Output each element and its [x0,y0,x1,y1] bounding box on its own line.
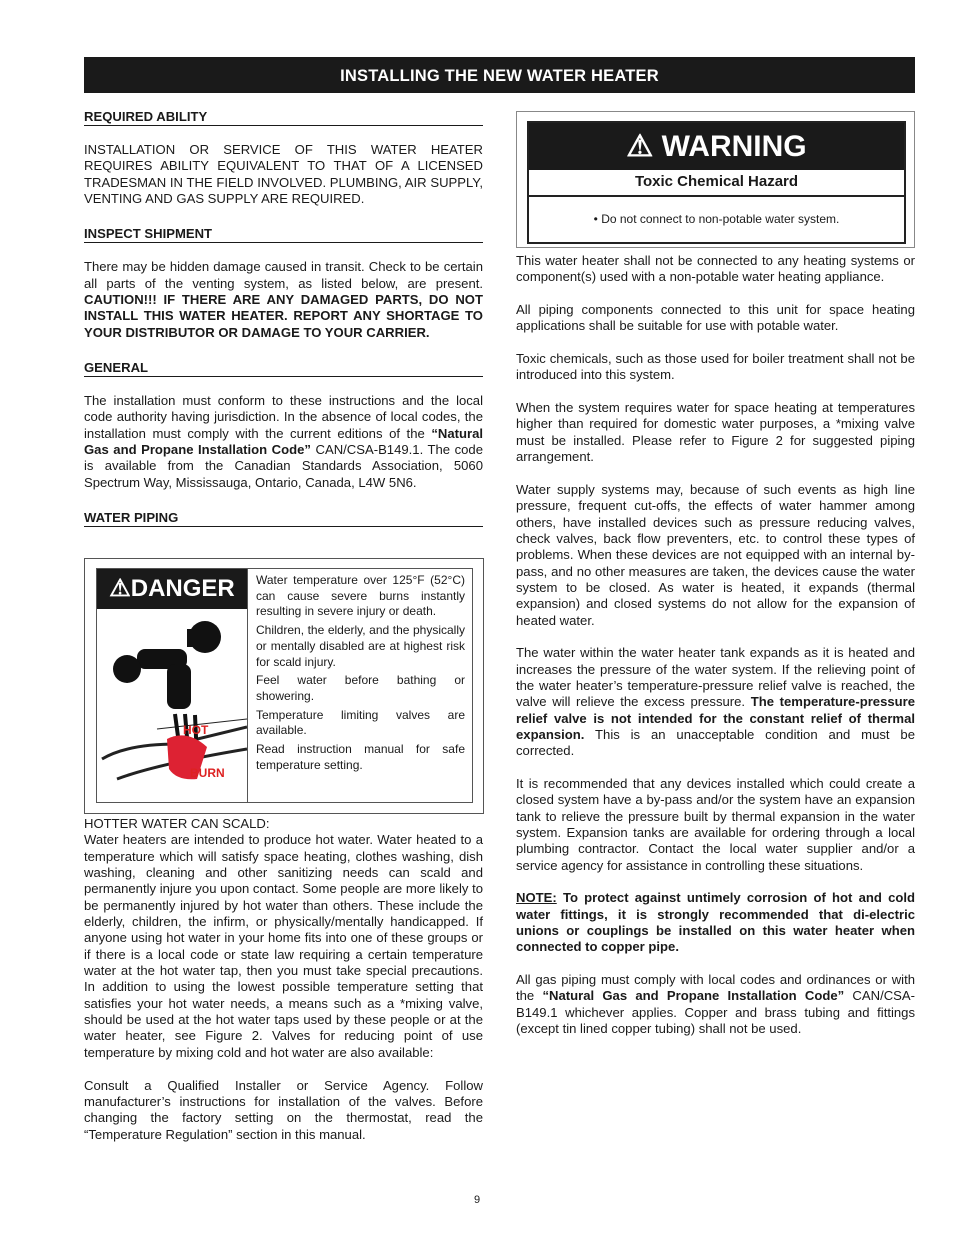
inspect-shipment-caution: CAUTION!!! IF THERE ARE ANY DAMAGED PARTS, DO NOT INSTALL THIS WATER HEATER. REPORT ANY SHORTAGE TO YOUR DISTRIBUTOR OR DAMAGE TO YOUR CARRIER. [84,292,483,340]
right-paragraph [516,645,915,759]
heading-required-ability: REQUIRED ABILITY [84,108,483,126]
heading-inspect-shipment: INSPECT SHIPMENT [84,225,483,243]
danger-item: Temperature limiting valves are available. [256,707,465,738]
danger-text-panel [247,569,473,802]
general-body-1: The installation must conform to these instructions and the local code authority having jurisdiction. In the absence of local codes, the installation must comply with the current editions of the [84,393,483,441]
relief-valve-warning: The temperature-pressure relief valve is not intended for the constant relief of thermal expansion. [516,694,916,742]
danger-item: Children, the elderly, and the physically or mentally disabled are at highest risk for scald injury. [256,623,465,669]
gas-text-1: All gas piping must comply with local codes and ordinances or with the [516,972,915,1004]
right-paragraph: Water supply systems may, because of such events as high line pressure, frequent cut-offs, the effects of water hammer among others, have installed devices such as pressure reducing valves, check valves, back flow preventers, etc. to control these types of problems. When these devices are not equipped with an internal by-pass, and no other measures are taken, the devices cause the water system to be closed. As water is heated, it expands (thermal expansion) and closed systems do not allow for the expansion of heated water. [516,481,915,628]
inspect-shipment-text [84,259,483,341]
required-ability-text: INSTALLATION OR SERVICE OF THIS WATER HEATER REQUIRES ABILITY EQUIVALENT TO THAT OF A LICENSED TRADESMAN IN THE FIELD INVOLVED. PLUMBING, AIR SUPPLY, VENTING AND GAS SUPPLY ARE REQUIRED. [84,142,483,207]
hot-label: HOT [183,723,209,737]
inspect-shipment-body: There may be hidden damage caused in transit. Check to be certain all parts of the venting system, as listed below, are present. [84,259,483,291]
left-column [84,108,483,543]
right-paragraph: This water heater shall not be connected to any heating systems or component(s) used with a non-potable water heating appliance. [516,253,915,285]
right-paragraph: Toxic chemicals, such as those used for boiler treatment shall not be introduced into this system. [516,351,915,383]
general-code-title: “Natural Gas and Propane Installation Code” [84,425,484,458]
warning-line: • Do not connect to non-potable water system. [593,212,840,226]
danger-header [97,569,247,609]
warning-header [529,123,904,170]
note-label: NOTE: [516,890,557,906]
general-text [84,393,483,491]
gas-code-title: “Natural Gas and Propane Installation Code” [542,988,845,1004]
expansion-text: The water within the water heater tank expands as it is heated and increases the pressure of the water system. If the relieving point of the water heater’s temperature-pressure relief valve is reached, the valve will relieve the excess pressure. [516,645,915,710]
danger-item: Water temperature over 125°F (52°C) can cause severe burns instantly resulting in severe injury or death. [256,573,465,619]
left-column-lower [84,816,483,1159]
expansion-text-end: This is an unacceptable condition and must be corrected. [516,726,915,759]
danger-label [84,558,484,814]
alert-triangle-icon: ⚠ [626,130,654,163]
alert-triangle-icon: ⚠ [109,575,131,602]
consult-text: Consult a Qualified Installer or Service Agency. Follow manufacturer’s instructions for installation of the valves. Before changing the factory setting on the thermostat, read the “Temperature Regulation” section in this manual. [84,1077,483,1142]
scald-text: Water heaters are intended to produce hot water. Water heated to a temperature which will satisfy space heating, clothes washing, dish washing, cleaning and other sanitizing needs can scald and permanently injure you upon contact. Some people are more likely to be permanently injured by hot water than others. These include the elderly, children, the infirm, or physically/mentally handicapped. If anyone using hot water in your home fits into one of these groups or if there is a local code or state law requiring a certain temperature water at the hot water tap, then you must take special precautions. In addition to using the lowest possible temperature setting that satisfies your hot water needs, a means such as a *mixing valve, should be used at the hot water taps used by these people or at the water heater, see Figure 2. Valves for reducing point of use temperature by mixing cold and hot water are also available: [84,832,483,1060]
danger-item: Read instruction manual for safe temperature setting. [256,742,465,772]
note-paragraph [516,890,915,955]
danger-label-inner [96,568,473,803]
heading-water-piping: WATER PIPING [84,509,483,527]
scald-hand-illustration [97,609,247,802]
danger-title: DANGER [130,575,235,602]
warning-subtitle: Toxic Chemical Hazard [529,170,904,197]
warning-title: WARNING [661,130,807,163]
burn-label: BURN [190,766,225,780]
heading-general: GENERAL [84,359,483,377]
note-text: To protect against untimely corrosion of hot and cold water fittings, it is strongly recommended that di-electric unions or couplings be installed on this water heater when connected to copper pipe. [516,890,916,955]
right-paragraph: It is recommended that any devices installed which could create a closed system have a by-pass and/or the system have an expansion tank to relieve the pressure built by thermal expansion in the water system. Expansion tanks are available for ordering through a local plumbing contractor. Contact the local water supplier and/or a service agency for assistance in controlling these situations. [516,776,915,873]
right-paragraph: All piping components connected to this unit for space heating applications shall be suitable for use with potable water. [516,302,915,334]
danger-item: Feel water before bathing or showering. [256,673,465,703]
page-number: 9 [473,1194,481,1206]
right-column [516,253,915,1054]
warning-label [516,111,915,248]
right-paragraph: When the system requires water for space heating at temperatures higher than required for domestic water purposes, a *mixing valve must be installed. Please refer to Figure 2 for suggested piping arrangement. [516,400,915,465]
right-paragraph [516,972,915,1037]
section-banner: INSTALLING THE NEW WATER HEATER [84,57,915,93]
general-body-2: CAN/CSA-B149.1. The code is available from the Canadian Standards Association, 5060 Spectrum Way, Mississauga, Ontario, Canada, L4W 5N6. [84,442,483,490]
gas-text-2: CAN/CSA-B149.1 whichever applies. Copper and brass tubing and fittings (except tin lined copper tubing) shall not be used. [516,988,915,1037]
warning-label-inner [527,121,906,244]
scald-heading: HOTTER WATER CAN SCALD: [84,816,270,831]
